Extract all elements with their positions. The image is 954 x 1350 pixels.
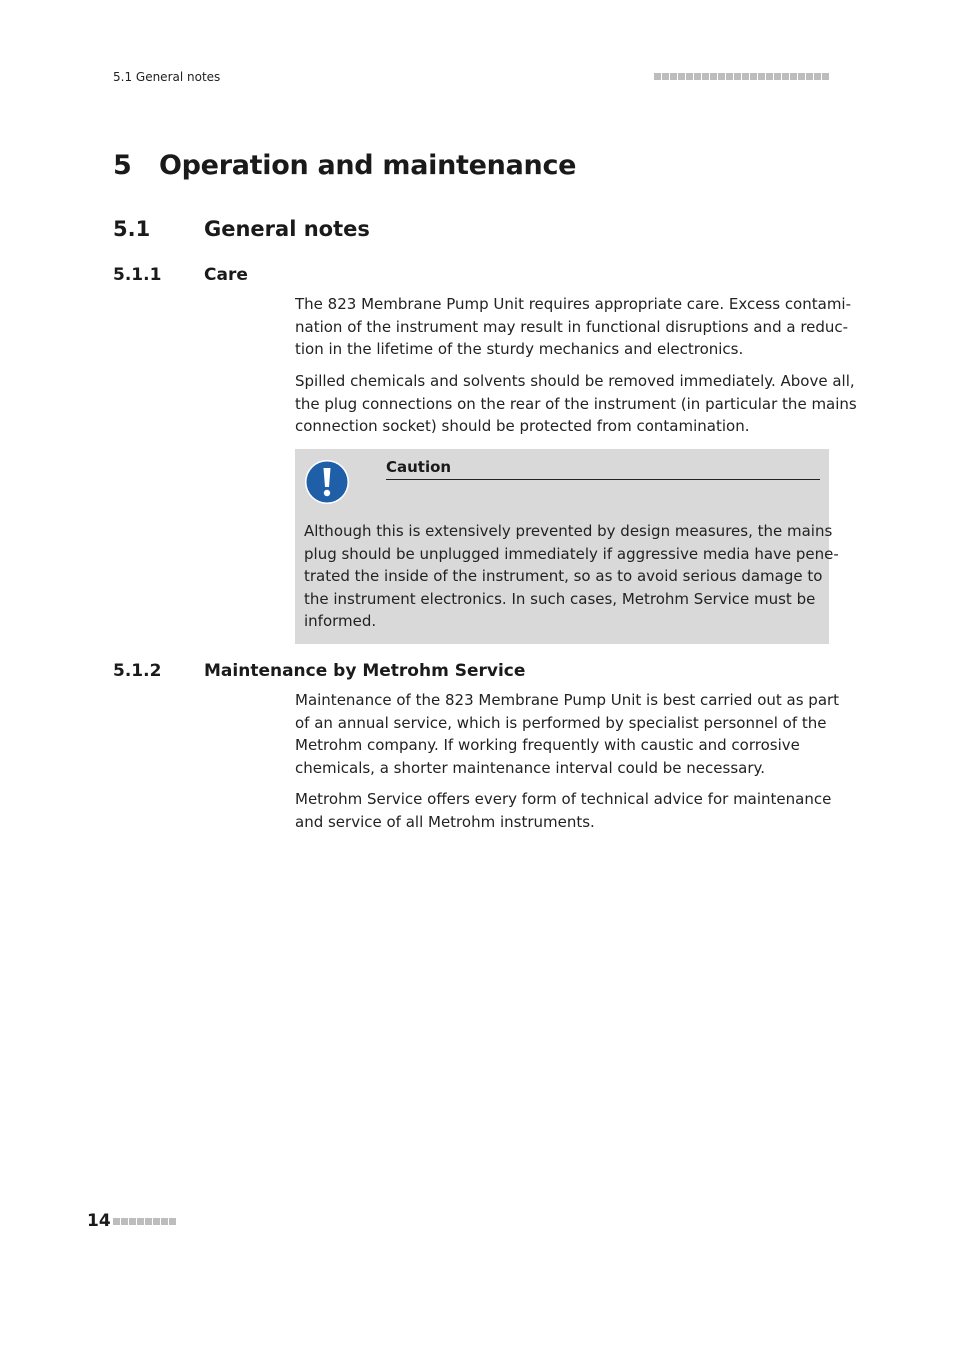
chapter-number: 5	[113, 150, 132, 181]
caution-text	[304, 520, 839, 633]
subsection-number: 5.1.1	[113, 265, 162, 285]
text-line: Spilled chemicals and solvents should be removed immediately. Above all,	[295, 372, 855, 390]
text-line: nation of the instrument may result in functional disruptions and a reduc-	[295, 317, 849, 336]
subsection-title: Care	[204, 265, 248, 285]
subsection-heading-care	[113, 265, 248, 285]
text-line: connection socket) should be protected from contamination.	[295, 417, 750, 435]
text-line: chemicals, a shorter maintenance interval could be necessary.	[295, 758, 765, 777]
paragraph-maintenance-2	[295, 788, 835, 833]
page-number: 14	[87, 1211, 111, 1231]
text-line: the instrument electronics. In such cases, Metrohm Service must be	[304, 589, 816, 608]
section-title: General notes	[204, 217, 370, 241]
chapter-title	[113, 150, 576, 181]
paragraph-care-2	[295, 370, 857, 438]
text-line: Although this is extensively prevented by design measures, the mains	[304, 522, 833, 540]
text-line: trated the inside of the instrument, so as to avoid serious damage to	[304, 567, 823, 585]
text-line: Maintenance of the 823 Membrane Pump Unit is best carried out as part	[295, 691, 840, 709]
section-heading	[113, 217, 370, 241]
text-line: of an annual service, which is performed by specialist personnel of the	[295, 713, 827, 732]
running-header: 5.1 General notes	[113, 70, 221, 84]
subsection-title: Maintenance by Metrohm Service	[204, 661, 526, 681]
text-line: Metrohm Service offers every form of technical advice for maintenance	[295, 790, 832, 808]
text-line: tion in the lifetime of the sturdy mechanics and electronics.	[295, 340, 744, 358]
text-line: The 823 Membrane Pump Unit requires appropriate care. Excess contami-	[295, 295, 852, 313]
text-line: the plug connections on the rear of the instrument (in particular the mains	[295, 394, 857, 413]
subsection-heading-maintenance	[113, 661, 525, 681]
exclamation-icon	[304, 459, 350, 505]
paragraph-maintenance-1	[295, 689, 840, 779]
caution-title: Caution	[386, 458, 820, 480]
subsection-number: 5.1.2	[113, 661, 162, 681]
footer-decor-squares	[113, 1218, 176, 1225]
chapter-title-text: Operation and maintenance	[159, 150, 577, 181]
header-decor-squares	[654, 73, 829, 80]
text-line: informed.	[304, 612, 377, 630]
caution-box	[295, 449, 839, 644]
paragraph-care-1	[295, 293, 852, 361]
text-line: plug should be unplugged immediately if aggressive media have pene-	[304, 544, 839, 563]
section-number: 5.1	[113, 217, 151, 241]
text-line: and service of all Metrohm instruments.	[295, 812, 595, 831]
text-line: Metrohm company. If working frequently with caustic and corrosive	[295, 736, 800, 754]
